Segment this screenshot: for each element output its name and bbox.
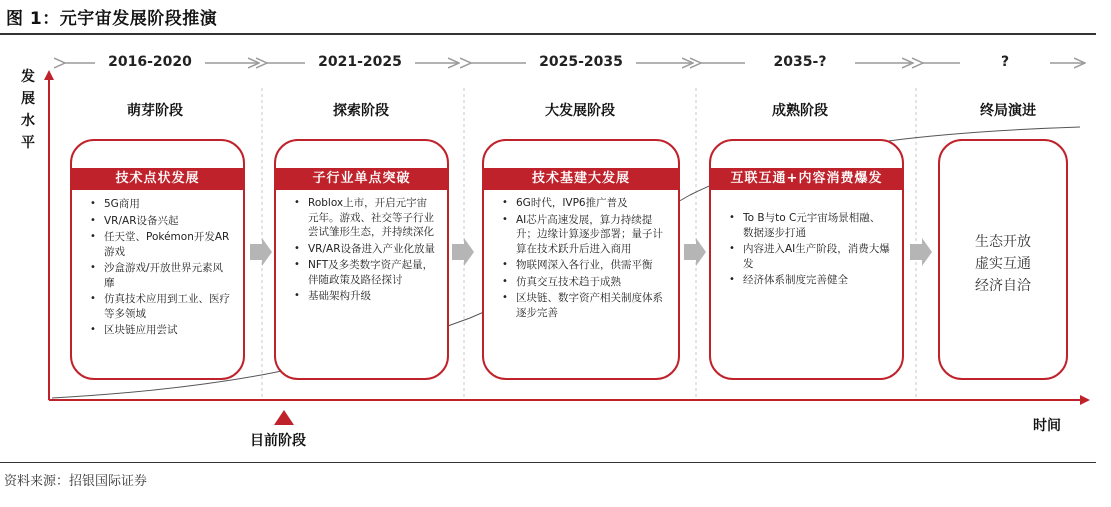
bullet-item: • 物联网深入各行业，供需平衡 <box>516 258 666 273</box>
bullet-item: • To B与to C元宇宙场景相融、数据逐步打通 <box>743 211 890 240</box>
final-line: 生态开放 <box>975 234 1031 250</box>
bullet-item: • 内容进入AI生产阶段，消费大爆发 <box>743 242 890 271</box>
bullet-item: • 区块链应用尝试 <box>104 323 231 338</box>
y-axis-label-char: 发 <box>21 69 35 85</box>
bullet-item: • Roblox上市，开启元宇宙元年。游戏、社交等子行业尝试雏形生态，并持续深化 <box>308 196 435 240</box>
transition-arrow-4 <box>910 238 932 266</box>
transition-arrow-3 <box>684 238 706 266</box>
bullet-item: • VR/AR设备进入产业化放量 <box>308 242 435 257</box>
y-axis-label-char: 展 <box>21 91 35 107</box>
period-label-3: 2025-2035 <box>526 54 636 70</box>
bullet-item: • 区块链、数字资产相关制度体系逐步完善 <box>516 291 666 320</box>
bullet-item: • NFT及多类数字资产起量，伴随政策及路径探讨 <box>308 258 435 287</box>
final-line: 经济自洽 <box>975 278 1031 294</box>
bullet-item: • VR/AR设备兴起 <box>104 214 231 229</box>
stage-card-3 <box>482 139 680 380</box>
figure-title: 图 1：元宇宙发展阶段推演 <box>6 9 218 29</box>
stage-card-header: 子行业单点突破 <box>276 168 447 190</box>
bullet-item: • 基础架构升级 <box>308 289 435 304</box>
period-label-5: ? <box>960 54 1050 70</box>
stage-bullet-list <box>484 196 678 322</box>
bullet-item: • 任天堂、Pokémon开发AR游戏 <box>104 230 231 259</box>
source-rule <box>0 462 1096 463</box>
stage-card-2 <box>274 139 449 380</box>
y-axis-label-char: 平 <box>21 135 35 151</box>
source-note: 资料来源：招银国际证券 <box>4 474 148 489</box>
bullet-item: • 5G商用 <box>104 197 231 212</box>
stage-bullet-list <box>276 196 447 306</box>
y-axis-label-char: 水 <box>21 113 35 129</box>
period-label-4: 2035-? <box>745 54 855 70</box>
bullet-item: • 仿真技术应用到工业、医疗等多领域 <box>104 292 231 321</box>
period-label-2: 2021-2025 <box>305 54 415 70</box>
period-label-1: 2016-2020 <box>95 54 205 70</box>
bullet-item: • AI芯片高速发展，算力持续提升；边缘计算逐步部署；量子计算在技术跃升后进入商用 <box>516 213 666 257</box>
transition-arrow-2 <box>452 238 474 266</box>
bullet-item: • 经济体系制度完善健全 <box>743 273 890 288</box>
stage-card-header: 技术点状发展 <box>72 168 243 190</box>
stage-name-4: 成熟阶段 <box>772 103 828 119</box>
final-line: 虚实互通 <box>975 256 1031 272</box>
bullet-item: • 仿真交互技术趋于成熟 <box>516 275 666 290</box>
transition-arrow-1 <box>250 238 272 266</box>
final-stage-text <box>940 231 1066 297</box>
stage-bullet-list <box>711 211 902 290</box>
stage-name-2: 探索阶段 <box>333 103 389 119</box>
stage-card-5 <box>938 139 1068 380</box>
x-axis-label: 时间 <box>1033 418 1061 434</box>
stage-card-header: 互联互通+内容消费爆发 <box>711 168 902 190</box>
bullet-item: • 沙盒游戏/开放世界元素风靡 <box>104 261 231 290</box>
current-stage-label: 目前阶段 <box>250 433 306 449</box>
stage-bullet-list <box>72 197 243 340</box>
stage-name-1: 萌芽阶段 <box>127 103 183 119</box>
stage-name-5: 终局演进 <box>980 103 1036 119</box>
stage-card-4 <box>709 139 904 380</box>
current-stage-marker <box>274 410 294 425</box>
stage-card-header: 技术基建大发展 <box>484 168 678 190</box>
bullet-item: • 6G时代，IVP6推广普及 <box>516 196 666 211</box>
stage-card-1 <box>70 139 245 380</box>
stage-name-3: 大发展阶段 <box>545 103 615 119</box>
